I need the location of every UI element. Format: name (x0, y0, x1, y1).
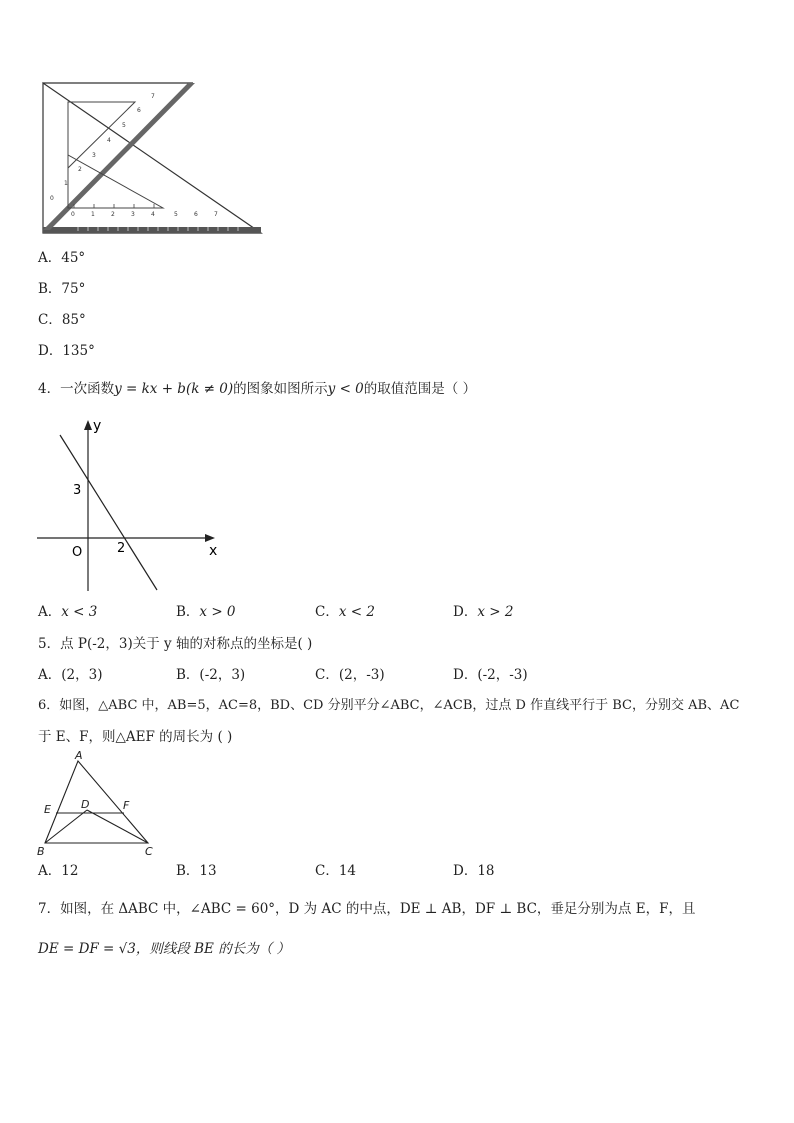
diag-tick-label: 2 (78, 166, 82, 173)
q6-option-a: A．12 (38, 863, 79, 879)
q5-option-d: D．(-2，-3) (453, 667, 528, 683)
diag-tick-label: 6 (137, 107, 141, 114)
diag-tick-label: 0 (50, 195, 54, 202)
set-square-figure (38, 80, 268, 240)
point-c-label: C (145, 845, 153, 858)
q3-option-d: D．135° (38, 343, 95, 359)
tick-label: 3 (131, 211, 135, 218)
q3-option-c: C．85° (38, 312, 86, 328)
point-d-label: D (81, 798, 90, 811)
diag-tick-label: 7 (151, 93, 155, 100)
q3-option-a: A．45° (38, 250, 86, 266)
y-intercept-label: 3 (73, 483, 82, 498)
tick-label: 2 (111, 211, 115, 218)
inner-ruler-ticks (74, 204, 154, 208)
point-a-label: A (75, 749, 83, 762)
q6-option-b: B．13 (176, 863, 217, 879)
q4-linear-graph (35, 415, 235, 595)
q7-stem-line1: 7．如图，在 ΔABC 中，∠ABC = 60°，D 为 AC 的中点，DE ⊥ AB，DF ⊥ BC，垂足分别为点 E，F，且 (38, 901, 696, 917)
q5-option-a: A．(2，3) (38, 667, 103, 683)
segment-cd (87, 810, 148, 843)
diag-tick-label: 1 (64, 180, 68, 187)
function-line (60, 435, 157, 590)
y-axis-label: y (93, 418, 102, 434)
q4-option-a: A．x < 3 (38, 604, 98, 620)
q6-stem-line1: 6．如图，△ABC 中，AB=5，AC=8，BD、CD 分别平分∠ABC，∠ACB，过点 D 作直线平行于 BC，分别交 AB、AC (38, 698, 740, 713)
tick-label: 7 (214, 211, 218, 218)
q4-stem: 4．一次函数y = kx + b(k ≠ 0)的图象如图所示y < 0的取值范围是（ ） (38, 381, 477, 397)
tick-label: 5 (174, 211, 178, 218)
q3-option-b: B．75° (38, 281, 86, 297)
q6-option-d: D．18 (453, 863, 495, 879)
q5-option-b: B．(-2，3) (176, 667, 246, 683)
x-intercept-label: 2 (117, 541, 126, 556)
y-axis-arrow (84, 420, 92, 430)
q6-stem-line2: 于 E、F，则△AEF 的周长为 ( ) (38, 729, 233, 745)
tick-label: 4 (151, 211, 155, 218)
x-axis-label: x (209, 543, 218, 559)
tick-label: 1 (91, 211, 95, 218)
q6-option-c: C．14 (315, 863, 357, 879)
q7-stem-line2: DE = DF = √3，则线段 BE 的长为（ ） (38, 941, 290, 957)
diag-tick-label: 4 (107, 137, 111, 144)
tick-label: 0 (71, 211, 75, 218)
q4-option-b: B．x > 0 (176, 604, 236, 620)
point-f-label: F (123, 799, 130, 812)
q5-stem: 5．点 P(-2，3)关于 y 轴的对称点的坐标是( ) (38, 636, 313, 652)
point-b-label: B (37, 845, 45, 858)
q5-option-c: C．(2，-3) (315, 667, 385, 683)
tick-label: 6 (194, 211, 198, 218)
origin-label: O (72, 545, 83, 560)
diag-tick-label: 5 (122, 122, 126, 129)
diag-tick-label: 3 (92, 152, 96, 159)
x-axis-arrow (205, 534, 215, 542)
q4-option-c: C．x < 2 (315, 604, 375, 620)
q6-triangle-figure (35, 750, 165, 860)
point-e-label: E (44, 803, 51, 816)
q4-option-d: D．x > 2 (453, 604, 514, 620)
